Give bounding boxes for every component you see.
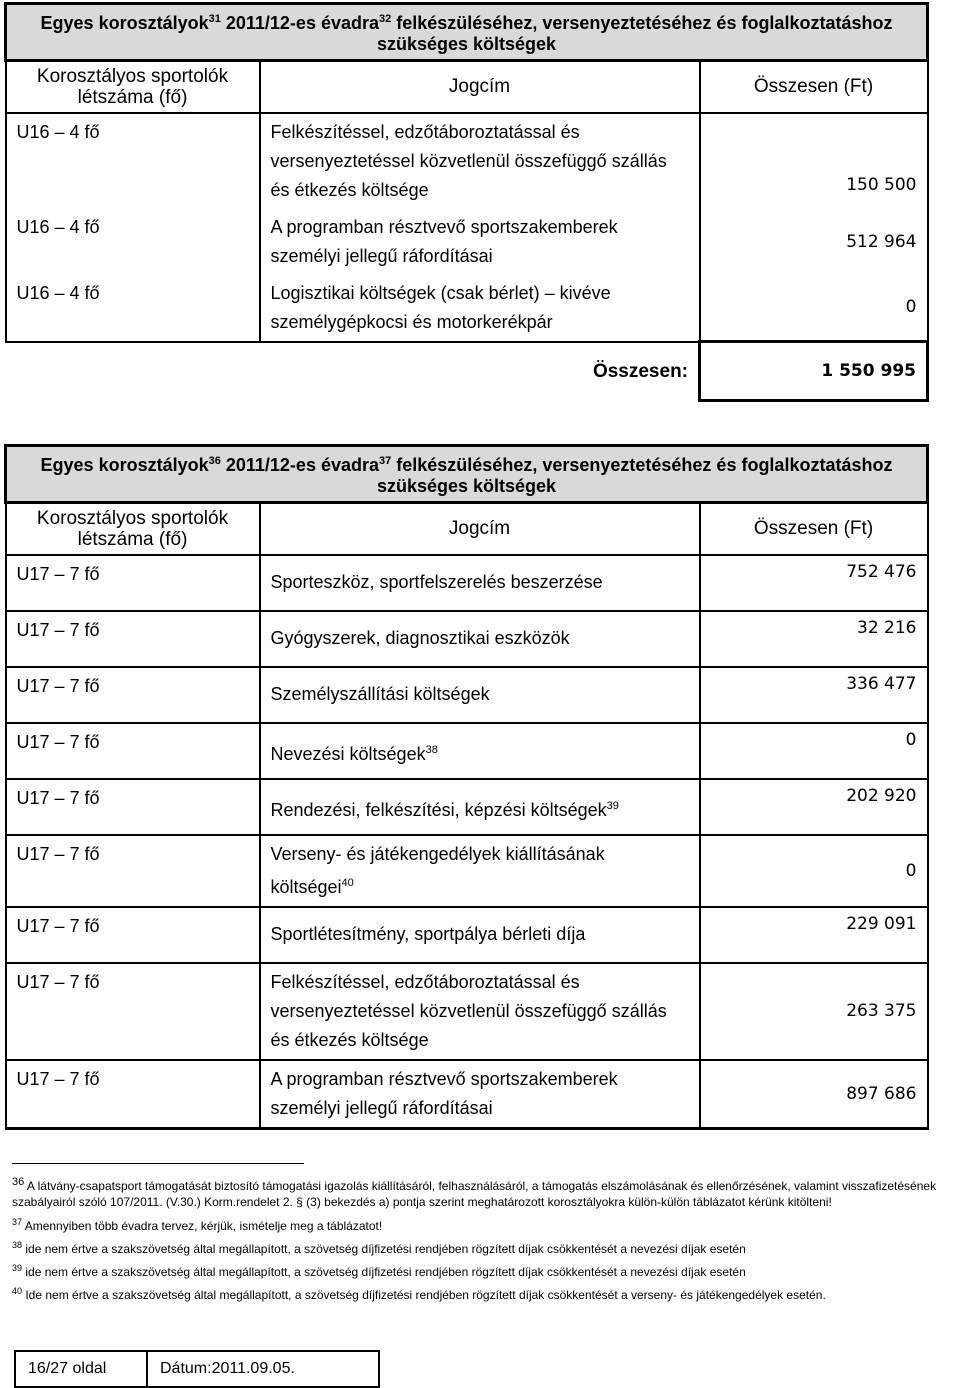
amount-cell: 0 bbox=[700, 723, 928, 779]
footnote-ref: 38 bbox=[425, 743, 438, 756]
footnote-text: ide nem értve a szakszövetség által megállapított, a szövetség díjfizetési rendjében rögzített díjak csökkentését a nevezési díjak esetén bbox=[22, 1242, 746, 1256]
age-cell: U16 – 4 fő bbox=[6, 275, 260, 342]
footnote-text: ide nem értve a szakszövetség által megállapított, a szövetség díjfizetési rendjében rögzített díjak csökkentését a nevezési díjak esetén bbox=[22, 1265, 746, 1279]
footnotes bbox=[12, 1163, 960, 1303]
title-cell bbox=[260, 1060, 700, 1129]
amount-cell: 229 091 bbox=[700, 907, 928, 963]
table-title bbox=[6, 446, 928, 503]
footnote-ref: 37 bbox=[379, 455, 392, 467]
age-cell: U17 – 7 fő bbox=[6, 723, 260, 779]
footnote-38 bbox=[12, 1237, 960, 1257]
amount-cell: 0 bbox=[700, 275, 928, 342]
table-row bbox=[6, 835, 928, 907]
footnote-number: 40 bbox=[12, 1286, 23, 1296]
table-row bbox=[6, 209, 928, 275]
header-age: Korosztályos sportolók létszáma (fő) bbox=[6, 61, 260, 113]
age-cell: U17 – 7 fő bbox=[6, 555, 260, 611]
amount-cell: 336 477 bbox=[700, 667, 928, 723]
title-cell bbox=[260, 907, 700, 963]
footnote-ref: 31 bbox=[208, 13, 221, 25]
total-row bbox=[6, 342, 928, 401]
title-cell bbox=[260, 667, 700, 723]
cost-table-2 bbox=[4, 444, 929, 1130]
page-footer bbox=[14, 1350, 380, 1388]
amount-cell: 202 920 bbox=[700, 779, 928, 835]
footnote-number: 38 bbox=[12, 1240, 23, 1250]
header-total: Összesen (Ft) bbox=[700, 503, 928, 555]
table-row bbox=[6, 779, 928, 835]
title-cell bbox=[260, 963, 700, 1060]
title-cell: Felkészítéssel, edzőtáboroztatással és versenyeztetéssel közvetlenül összefüggő szállás és étkezés költsége bbox=[260, 113, 700, 209]
table-row bbox=[6, 1060, 928, 1129]
title-text: Egyes korosztályok bbox=[40, 13, 209, 33]
title-cell bbox=[260, 555, 700, 611]
amount-cell: 150 500 bbox=[700, 113, 928, 209]
title-cell: Logisztikai költségek (csak bérlet) – kivéve személygépkocsi és motorkerékpár bbox=[260, 275, 700, 342]
header-age: Korosztályos sportolók létszáma (fő) bbox=[6, 503, 260, 555]
title-text: Sporteszköz, sportfelszerelés beszerzése bbox=[270, 571, 603, 592]
header-total: Összesen (Ft) bbox=[700, 61, 928, 113]
footnote-ref: 32 bbox=[379, 13, 392, 25]
footnote-text: Ide nem értve a szakszövetség által megállapított, a szövetség díjfizetési rendjében rögzített díjak csökkentését a verseny- és játékengedélyek esetén. bbox=[22, 1288, 826, 1302]
footnote-number: 39 bbox=[12, 1263, 23, 1273]
title-text: 2011/12-es évadra bbox=[220, 13, 379, 33]
title-text: Rendezési, felkészítési, képzési költségek bbox=[270, 799, 607, 820]
footnote-ref: 40 bbox=[341, 876, 354, 889]
table-row bbox=[6, 555, 928, 611]
title-text: felkészüléséhez, versenyeztetéséhez és foglalkoztatáshoz szükséges költségek bbox=[376, 455, 893, 496]
age-cell: U16 – 4 fő bbox=[6, 209, 260, 275]
title-text: Verseny- és játékengedélyek kiállításának költségei bbox=[270, 843, 605, 897]
age-cell: U16 – 4 fő bbox=[6, 113, 260, 209]
title-cell bbox=[260, 835, 700, 907]
header-title: Jogcím bbox=[260, 503, 700, 555]
total-label: Összesen: bbox=[592, 360, 688, 382]
age-cell: U17 – 7 fő bbox=[6, 611, 260, 667]
footnote-ref: 36 bbox=[208, 455, 221, 467]
header-title: Jogcím bbox=[260, 61, 700, 113]
title-cell: A programban résztvevő sportszakemberek személyi jellegű ráfordításai bbox=[260, 209, 700, 275]
amount-cell: 32 216 bbox=[700, 611, 928, 667]
footnote-36 bbox=[12, 1174, 960, 1210]
title-text: Nevezési költségek bbox=[270, 743, 426, 764]
title-text: felkészüléséhez, versenyeztetéséhez és foglalkoztatáshoz szükséges költségek bbox=[376, 13, 893, 54]
age-cell: U17 – 7 fő bbox=[6, 667, 260, 723]
amount-cell: 263 375 bbox=[700, 963, 928, 1060]
amount-cell: 0 bbox=[700, 835, 928, 907]
table-row bbox=[6, 723, 928, 779]
amount-cell: 752 476 bbox=[700, 555, 928, 611]
footnote-text: Amennyiben több évadra tervez, kérjük, ismételje meg a táblázatot! bbox=[22, 1219, 383, 1233]
table-row bbox=[6, 907, 928, 963]
title-text: Gyógyszerek, diagnosztikai eszközök bbox=[270, 627, 570, 648]
title-text: Sportlétesítmény, sportpálya bérleti díja bbox=[270, 923, 586, 944]
table-row bbox=[6, 113, 928, 209]
footnote-number: 37 bbox=[12, 1217, 23, 1227]
title-text: Egyes korosztályok bbox=[40, 455, 209, 475]
table-row bbox=[6, 611, 928, 667]
table-title bbox=[6, 4, 928, 61]
title-text: 2011/12-es évadra bbox=[220, 455, 379, 475]
title-text: Felkészítéssel, edzőtáboroztatással és versenyeztetéssel közvetlenül összefüggő szállás és étkezés költsége bbox=[270, 971, 667, 1050]
amount-cell: 897 686 bbox=[700, 1060, 928, 1129]
title-cell bbox=[260, 611, 700, 667]
title-cell bbox=[260, 779, 700, 835]
table-row bbox=[6, 275, 928, 342]
footnote-37 bbox=[12, 1214, 960, 1234]
title-text: Személyszállítási költségek bbox=[270, 683, 490, 704]
cost-table-1 bbox=[4, 2, 929, 402]
age-cell: U17 – 7 fő bbox=[6, 963, 260, 1060]
footnote-40 bbox=[12, 1283, 960, 1303]
age-cell: U17 – 7 fő bbox=[6, 1060, 260, 1129]
amount-cell: 512 964 bbox=[700, 209, 928, 275]
age-cell: U17 – 7 fő bbox=[6, 835, 260, 907]
page-date: Dátum:2011.09.05. bbox=[160, 1360, 295, 1377]
age-cell: U17 – 7 fő bbox=[6, 907, 260, 963]
total-amount: 1 550 995 bbox=[700, 342, 928, 401]
title-cell bbox=[260, 723, 700, 779]
footnote-ref: 39 bbox=[606, 799, 619, 812]
table-row bbox=[6, 667, 928, 723]
empty-cell bbox=[6, 342, 260, 401]
footnote-number: 36 bbox=[12, 1176, 25, 1188]
age-cell: U17 – 7 fő bbox=[6, 779, 260, 835]
table-row bbox=[6, 963, 928, 1060]
page-number: 16/27 oldal bbox=[16, 1352, 148, 1386]
footnote-text: A látvány-csapatsport támogatását biztosító támogatási igazolás kiállításáról, felhasználásáról, a támogatás elszámolásának és ellenőrzésének, valamint visszafizetésének szabályairól szóló 107/2011. (V.30.) Korm.rendelet 2. § (3) bekezdés a) pontja szerint meghatározott korosztályokra külön-külön táblázatot kérünk kitölteni! bbox=[12, 1179, 937, 1209]
title-text: A programban résztvevő sportszakemberek személyi jellegű ráfordításai bbox=[270, 1068, 618, 1118]
footnote-separator bbox=[12, 1163, 304, 1164]
footnote-39 bbox=[12, 1260, 960, 1280]
